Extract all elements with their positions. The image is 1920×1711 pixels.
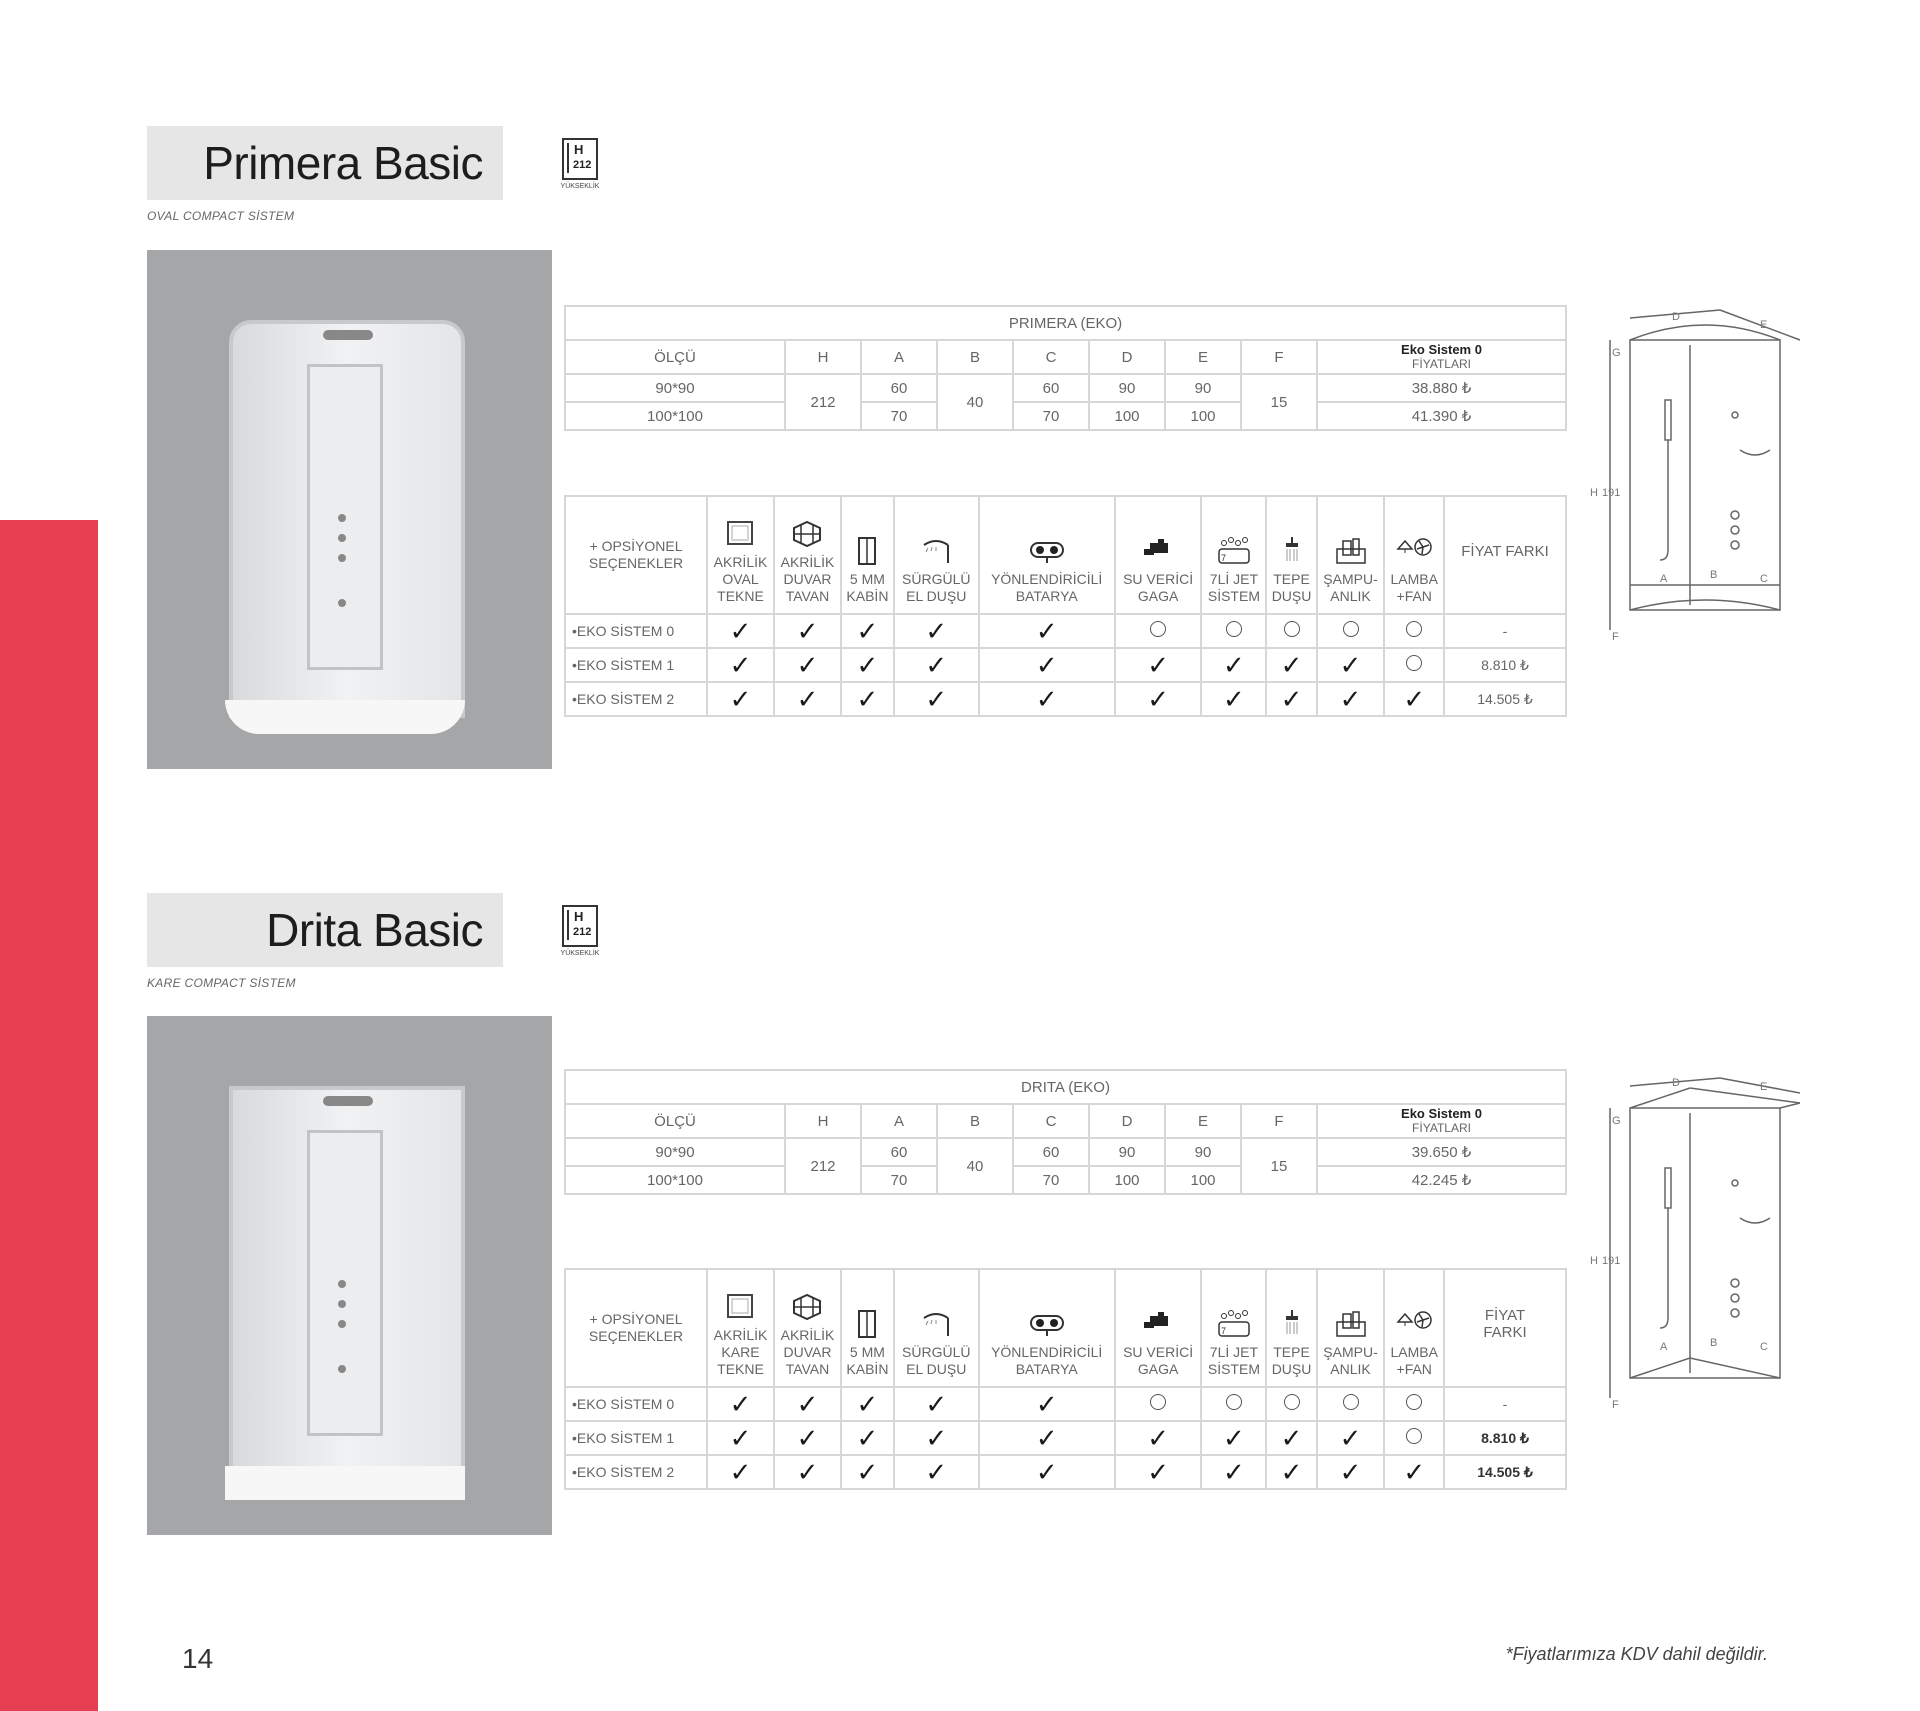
check-icon: ✓ <box>856 1423 879 1453</box>
spout-icon <box>1140 1308 1176 1338</box>
table-row <box>565 648 1566 682</box>
included-cell <box>841 648 894 682</box>
feature-header: 7 7Lİ JET SİSTEM <box>1201 1269 1266 1387</box>
circle-icon <box>1284 1394 1300 1410</box>
eko-price-header: Eko Sistem 0 FİYATLARI <box>1317 340 1566 374</box>
mixer-icon <box>1029 535 1065 565</box>
check-icon: ✓ <box>796 1457 819 1487</box>
col-header: A <box>861 340 937 374</box>
check-icon: ✓ <box>856 1457 879 1487</box>
check-icon: ✓ <box>1035 1389 1058 1419</box>
check-icon: ✓ <box>1035 616 1058 646</box>
height-badge <box>560 905 600 963</box>
feature-header: YÖNLENDİRİCİLİ BATARYA <box>979 496 1115 614</box>
hand-shower-icon <box>918 535 954 565</box>
price-table-caption: PRIMERA (EKO) <box>565 306 1566 340</box>
ceiling-icon <box>789 1291 825 1321</box>
check-icon: ✓ <box>1147 1457 1169 1487</box>
check-icon: ✓ <box>1223 684 1245 714</box>
system-name: •EKO SİSTEM 0 <box>565 1387 707 1421</box>
feature-header: YÖNLENDİRİCİLİ BATARYA <box>979 1269 1115 1387</box>
page-number: 14 <box>182 1643 214 1674</box>
table-row <box>565 614 1566 648</box>
feature-header: AKRİLİK DUVAR TAVAN <box>774 1269 841 1387</box>
feature-header: AKRİLİK OVAL TEKNE <box>707 496 774 614</box>
included-cell <box>1317 1421 1385 1455</box>
check-icon: ✓ <box>1035 1423 1058 1453</box>
table-row: 90*90 212 60 40 60 90 90 15 38.880 ₺ <box>565 374 1566 402</box>
circle-icon <box>1406 1394 1422 1410</box>
height-icon: H 212 <box>562 905 598 947</box>
check-icon: ✓ <box>1035 684 1058 714</box>
included-cell <box>841 1421 894 1455</box>
product-title: Primera Basic <box>203 137 483 189</box>
svg-text:7: 7 <box>1220 1326 1226 1336</box>
check-icon: ✓ <box>925 684 948 714</box>
mixer-icon <box>1029 1308 1065 1338</box>
price-table <box>564 1069 1567 1195</box>
included-cell <box>979 614 1115 648</box>
check-icon: ✓ <box>796 684 819 714</box>
col-header: H <box>785 340 861 374</box>
price-cell: 42.245 ₺ <box>1317 1166 1566 1194</box>
col-header: D <box>1089 1104 1165 1138</box>
system-name: •EKO SİSTEM 2 <box>565 1455 707 1489</box>
optional-cell <box>1384 1387 1444 1421</box>
included-cell <box>894 682 979 716</box>
included-cell <box>1115 1455 1202 1489</box>
check-icon: ✓ <box>1339 1423 1362 1453</box>
check-icon: ✓ <box>1035 650 1058 680</box>
included-cell <box>1384 1455 1444 1489</box>
system-name: •EKO SİSTEM 2 <box>565 682 707 716</box>
feature-header: LAMBA +FAN <box>1384 496 1444 614</box>
included-cell <box>979 682 1115 716</box>
check-icon: ✓ <box>1339 1457 1362 1487</box>
price-cell: 41.390 ₺ <box>1317 402 1566 430</box>
overhead-shower-icon <box>1274 535 1310 565</box>
check-icon: ✓ <box>1403 684 1426 714</box>
circle-icon <box>1343 621 1359 637</box>
check-icon: ✓ <box>925 1457 948 1487</box>
optional-cell <box>1266 614 1316 648</box>
feature-header: ŞAMPU- ANLIK <box>1317 1269 1385 1387</box>
check-icon: ✓ <box>796 650 819 680</box>
included-cell <box>774 1387 841 1421</box>
included-cell <box>1201 1421 1266 1455</box>
feature-header: AKRİLİK DUVAR TAVAN <box>774 496 841 614</box>
circle-icon <box>1406 655 1422 671</box>
check-icon: ✓ <box>1280 1457 1303 1487</box>
included-cell <box>1384 682 1444 716</box>
table-row: 100*100 70 70 100 100 42.245 ₺ <box>565 1166 1566 1194</box>
hand-shower-icon <box>918 1308 954 1338</box>
diagram-label-g: G <box>1612 347 1621 359</box>
feature-header: 5 MM KABİN <box>841 1269 894 1387</box>
optional-cell <box>1384 614 1444 648</box>
included-cell <box>979 1387 1115 1421</box>
system-name: •EKO SİSTEM 0 <box>565 614 707 648</box>
shower-cabin-image <box>229 320 465 718</box>
check-icon: ✓ <box>856 1389 879 1419</box>
check-icon: ✓ <box>856 616 879 646</box>
tray-icon <box>722 518 758 548</box>
col-header: B <box>937 340 1013 374</box>
included-cell <box>894 1387 979 1421</box>
check-icon: ✓ <box>856 650 879 680</box>
diagram-label-e: E <box>1760 319 1768 331</box>
optional-cell <box>1266 1387 1316 1421</box>
product-photo <box>147 250 552 769</box>
included-cell <box>979 1455 1115 1489</box>
included-cell <box>1266 1421 1316 1455</box>
circle-icon <box>1343 1394 1359 1410</box>
feature-header: SÜRGÜLÜ EL DUŞU <box>894 1269 979 1387</box>
feature-header: 7 7Lİ JET SİSTEM <box>1201 496 1266 614</box>
included-cell <box>1266 648 1316 682</box>
circle-icon <box>1284 621 1300 637</box>
shower-cabin-image <box>229 1086 465 1484</box>
check-icon: ✓ <box>1339 650 1362 680</box>
included-cell <box>1266 1455 1316 1489</box>
height-badge <box>560 138 600 196</box>
price-diff-cell: 14.505 ₺ <box>1444 682 1566 716</box>
col-header: E <box>1165 340 1241 374</box>
table-row: 90*90 212 60 40 60 90 90 15 39.650 ₺ <box>565 1138 1566 1166</box>
diagram-label-d: D <box>1672 311 1680 323</box>
included-cell <box>707 1421 774 1455</box>
product-subtitle: KARE COMPACT SİSTEM <box>147 976 296 990</box>
check-icon: ✓ <box>729 1457 752 1487</box>
product-photo <box>147 1016 552 1535</box>
col-header: ÖLÇÜ <box>565 1104 785 1138</box>
check-icon: ✓ <box>729 1389 752 1419</box>
included-cell <box>707 1387 774 1421</box>
included-cell <box>1201 1455 1266 1489</box>
included-cell <box>841 682 894 716</box>
price-table-caption: DRITA (EKO) <box>565 1070 1566 1104</box>
included-cell <box>774 682 841 716</box>
options-corner-header: + OPSİYONEL SEÇENEKLER <box>565 1269 707 1387</box>
feature-header: LAMBA +FAN <box>1384 1269 1444 1387</box>
col-header: H <box>785 1104 861 1138</box>
col-header: B <box>937 1104 1013 1138</box>
table-row <box>565 682 1566 716</box>
included-cell <box>979 648 1115 682</box>
diagram-label-c: C <box>1760 1341 1768 1353</box>
dimension-diagram <box>1590 1068 1820 1408</box>
price-diff-cell: 14.505 ₺ <box>1444 1455 1566 1489</box>
price-diff-cell: 8.810 ₺ <box>1444 648 1566 682</box>
included-cell <box>1201 648 1266 682</box>
included-cell <box>707 648 774 682</box>
optional-cell <box>1115 1387 1202 1421</box>
col-header: F <box>1241 340 1317 374</box>
diagram-label-d: D <box>1672 1077 1680 1089</box>
tray-icon <box>722 1291 758 1321</box>
system-name: •EKO SİSTEM 1 <box>565 648 707 682</box>
diagram-label-h-value: 191 <box>1602 487 1621 499</box>
included-cell <box>1115 648 1202 682</box>
col-header: C <box>1013 1104 1089 1138</box>
included-cell <box>894 1455 979 1489</box>
check-icon: ✓ <box>1223 1457 1245 1487</box>
diagram-label-e: E <box>1760 1081 1768 1093</box>
included-cell <box>979 1421 1115 1455</box>
included-cell <box>841 1455 894 1489</box>
circle-icon <box>1150 1394 1166 1410</box>
overhead-shower-icon <box>1274 1308 1310 1338</box>
diagram-label-f: F <box>1612 631 1619 640</box>
check-icon: ✓ <box>796 1389 819 1419</box>
product-title: Drita Basic <box>266 904 483 956</box>
diagram-label-b: B <box>1710 569 1718 581</box>
check-icon: ✓ <box>925 1389 948 1419</box>
table-row <box>565 1387 1566 1421</box>
jet-icon <box>1216 535 1252 565</box>
price-cell: 38.880 ₺ <box>1317 374 1566 402</box>
ceiling-icon <box>789 518 825 548</box>
price-diff-cell: 8.810 ₺ <box>1444 1421 1566 1455</box>
check-icon: ✓ <box>729 1423 752 1453</box>
spout-icon <box>1140 535 1176 565</box>
check-icon: ✓ <box>1147 684 1169 714</box>
eko-price-header: Eko Sistem 0 FİYATLARI <box>1317 1104 1566 1138</box>
check-icon: ✓ <box>1035 1457 1058 1487</box>
check-icon: ✓ <box>1280 650 1303 680</box>
col-header: ÖLÇÜ <box>565 340 785 374</box>
red-side-bar <box>0 520 98 1711</box>
diagram-label-b: B <box>1710 1337 1718 1349</box>
check-icon: ✓ <box>856 684 879 714</box>
included-cell <box>1317 1455 1385 1489</box>
price-diff-header: FİYAT FARKI <box>1444 1269 1566 1387</box>
optional-cell <box>1384 648 1444 682</box>
included-cell <box>894 648 979 682</box>
check-icon: ✓ <box>1339 684 1362 714</box>
options-table <box>564 1268 1567 1490</box>
included-cell <box>841 1387 894 1421</box>
check-icon: ✓ <box>729 684 752 714</box>
included-cell <box>1317 682 1385 716</box>
check-icon: ✓ <box>1280 684 1303 714</box>
product-title-box <box>147 126 503 200</box>
height-icon: H 212 <box>562 138 598 180</box>
feature-header: AKRİLİK KARE TEKNE <box>707 1269 774 1387</box>
check-icon: ✓ <box>729 616 752 646</box>
product-subtitle: OVAL COMPACT SİSTEM <box>147 209 295 223</box>
included-cell <box>841 614 894 648</box>
optional-cell <box>1317 1387 1385 1421</box>
feature-header: TEPE DUŞU <box>1266 496 1316 614</box>
check-icon: ✓ <box>1147 650 1169 680</box>
lamp-fan-icon <box>1396 1308 1432 1338</box>
check-icon: ✓ <box>925 1423 948 1453</box>
dimension-diagram <box>1590 300 1820 640</box>
shampoo-holder-icon <box>1333 1308 1369 1338</box>
included-cell <box>1317 648 1385 682</box>
diagram-label-g: G <box>1612 1115 1621 1127</box>
vat-footnote: *Fiyatlarımıza KDV dahil değildir. <box>1505 1644 1768 1664</box>
feature-header: TEPE DUŞU <box>1266 1269 1316 1387</box>
check-icon: ✓ <box>796 616 819 646</box>
col-header: E <box>1165 1104 1241 1138</box>
feature-header: ŞAMPU- ANLIK <box>1317 496 1385 614</box>
options-corner-header: + OPSİYONEL SEÇENEKLER <box>565 496 707 614</box>
optional-cell <box>1317 614 1385 648</box>
jet-icon <box>1216 1308 1252 1338</box>
col-header: D <box>1089 340 1165 374</box>
diagram-label-c: C <box>1760 573 1768 585</box>
diagram-label-a: A <box>1660 1341 1668 1353</box>
price-cell: 39.650 ₺ <box>1317 1138 1566 1166</box>
table-row <box>565 1455 1566 1489</box>
optional-cell <box>1201 1387 1266 1421</box>
check-icon: ✓ <box>1403 1457 1426 1487</box>
feature-header: SU VERİCİ GAGA <box>1115 496 1202 614</box>
check-icon: ✓ <box>925 650 948 680</box>
price-diff-cell: - <box>1444 614 1566 648</box>
diagram-label-h: H <box>1590 487 1598 499</box>
included-cell <box>774 614 841 648</box>
optional-cell <box>1115 614 1202 648</box>
product-title-box <box>147 893 503 967</box>
feature-header: SÜRGÜLÜ EL DUŞU <box>894 496 979 614</box>
feature-header: 5 MM KABİN <box>841 496 894 614</box>
included-cell <box>1266 682 1316 716</box>
col-header: F <box>1241 1104 1317 1138</box>
cabin-icon <box>849 1308 885 1338</box>
price-diff-cell: - <box>1444 1387 1566 1421</box>
circle-icon <box>1406 621 1422 637</box>
circle-icon <box>1226 621 1242 637</box>
col-header: A <box>861 1104 937 1138</box>
height-badge-label: YÜKSEKLİK <box>560 183 600 190</box>
feature-header: SU VERİCİ GAGA <box>1115 1269 1202 1387</box>
check-icon: ✓ <box>1147 1423 1169 1453</box>
included-cell <box>774 1455 841 1489</box>
price-table <box>564 305 1567 431</box>
included-cell <box>894 1421 979 1455</box>
lamp-fan-icon <box>1396 535 1432 565</box>
optional-cell <box>1201 614 1266 648</box>
circle-icon <box>1406 1428 1422 1444</box>
diagram-label-h-value: 191 <box>1602 1255 1621 1267</box>
included-cell <box>1201 682 1266 716</box>
optional-cell <box>1384 1421 1444 1455</box>
included-cell <box>1115 1421 1202 1455</box>
included-cell <box>774 648 841 682</box>
check-icon: ✓ <box>925 616 948 646</box>
included-cell <box>774 1421 841 1455</box>
price-diff-header: FİYAT FARKI <box>1444 496 1566 614</box>
included-cell <box>894 614 979 648</box>
cabin-icon <box>849 535 885 565</box>
diagram-label-a: A <box>1660 573 1668 585</box>
included-cell <box>707 614 774 648</box>
shampoo-holder-icon <box>1333 535 1369 565</box>
table-row <box>565 1421 1566 1455</box>
check-icon: ✓ <box>796 1423 819 1453</box>
options-table <box>564 495 1567 717</box>
included-cell <box>707 682 774 716</box>
svg-text:7: 7 <box>1220 553 1226 563</box>
diagram-label-h: H <box>1590 1255 1598 1267</box>
included-cell <box>1115 682 1202 716</box>
height-badge-label: YÜKSEKLİK <box>560 950 600 957</box>
table-row: 100*100 70 70 100 100 41.390 ₺ <box>565 402 1566 430</box>
system-name: •EKO SİSTEM 1 <box>565 1421 707 1455</box>
circle-icon <box>1226 1394 1242 1410</box>
check-icon: ✓ <box>1280 1423 1303 1453</box>
included-cell <box>707 1455 774 1489</box>
check-icon: ✓ <box>1223 650 1245 680</box>
circle-icon <box>1150 621 1166 637</box>
col-header: C <box>1013 340 1089 374</box>
check-icon: ✓ <box>729 650 752 680</box>
check-icon: ✓ <box>1223 1423 1245 1453</box>
diagram-label-f: F <box>1612 1399 1619 1408</box>
